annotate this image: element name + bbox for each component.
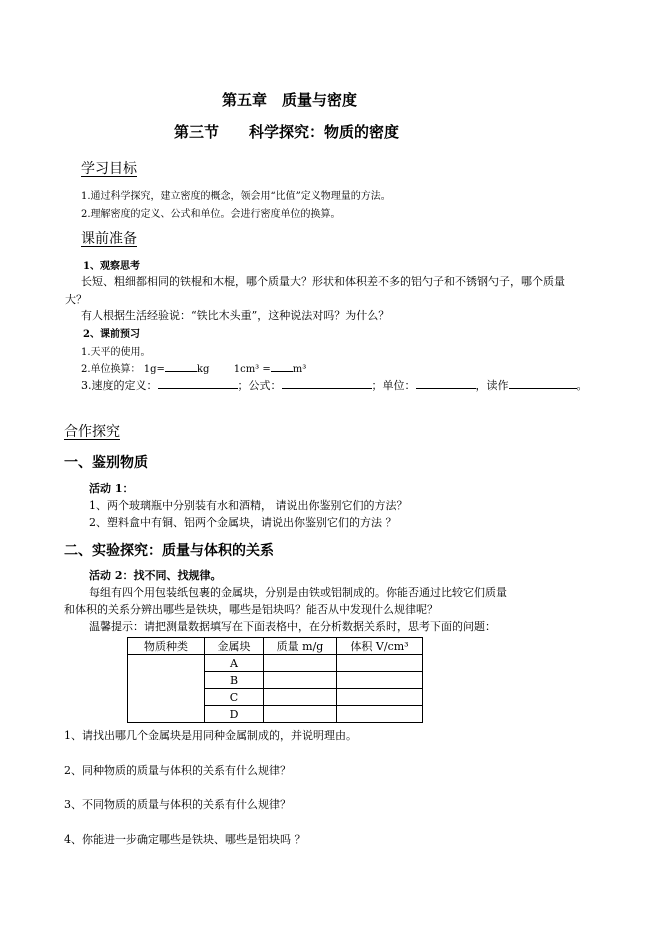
header-substance: 物质种类 [128,638,205,655]
goals-heading: 学习目标 [81,161,137,177]
kg-label: kg [196,364,210,375]
preview-item-1: 1.天平的使用。 [81,347,151,358]
think-question-1-cont: 大？ [65,293,87,306]
volume-cell[interactable] [337,672,423,689]
goal-item-2: 2.理解密度的定义、公式和单位。会进行密度单位的换算。 [81,209,341,220]
question-3: 3、不同物质的质量与体积的关系有什么规律？ [64,798,291,811]
speed-definition-label: 3.速度的定义： [81,379,158,392]
think-question-1: 长短、粗细都相同的铁棍和木棍，哪个质量大？形状和体积差不多的铝勺子和不锈钢勺子，哪个质量 [81,275,565,288]
preview-heading: 课前准备 [81,231,137,247]
question-1: 1、请找出哪几个金属块是用同种金属制成的，并说明理由。 [64,729,357,742]
measurement-table [127,637,423,723]
gram-label: 1g= [143,364,165,375]
mass-cell[interactable] [264,655,337,672]
header-volume: 体积 V/cm³ [337,638,423,655]
chapter-title: 第五章 质量与密度 [222,91,358,109]
think-title: 1、观察思考 [83,261,140,272]
section-title: 第三节 科学探究：物质的密度 [174,123,400,141]
unit-label: ；单位： [371,379,416,392]
question-2: 2、同种物质的质量与体积的关系有什么规律？ [64,764,291,777]
mass-cell[interactable] [264,706,337,723]
table-header-row [128,638,423,655]
mass-cell[interactable] [264,672,337,689]
preview-item-2 [81,360,306,375]
formula-blank[interactable] [282,378,372,389]
m3-label: m³ [292,364,307,375]
activity2-title: 活动 2：找不同、找规律。 [89,569,222,582]
block-cell: B [205,672,264,689]
header-mass: 质量 m/g [264,638,337,655]
read-as-blank[interactable] [509,378,577,389]
activity1-question-2: 2、塑料盒中有铜、铝两个金属块，请说出你鉴别它们的方法 ？ [89,516,397,529]
m3-blank[interactable] [271,361,293,372]
substance-cell[interactable] [128,655,205,723]
volume-cell[interactable] [337,689,423,706]
read-as-label: ，读作 [475,379,509,392]
block-cell: D [205,706,264,723]
period: 。 [576,379,588,392]
activity2-paragraph-2: 和体积的关系分辨出哪些是铁块，哪些是铝块吗？能否从中发现什么规律呢？ [64,603,438,616]
question-4: 4、你能进一步确定哪些是铁块、哪些是铝块吗 ？ [64,833,306,846]
activity2-paragraph-1: 每组有四个用包装纸包裹的金属块，分别是由铁或铝制成的。你能否通过比较它们质量 [89,586,507,599]
explore-heading: 合作探究 [64,424,120,440]
block-cell: A [205,655,264,672]
volume-cell[interactable] [337,655,423,672]
activity1-title: 活动 1： [89,482,134,495]
think-question-2: 有人根据生活经验说：“铁比木头重”，这种说法对吗？为什么？ [81,309,390,322]
unit-blank[interactable] [416,378,476,389]
kg-blank[interactable] [165,361,197,372]
cm3-label: 1cm³ = [233,364,271,375]
unit-conversion-label: 2.单位换算： [81,364,141,375]
preview-item-3 [81,377,588,393]
volume-cell[interactable] [337,706,423,723]
speed-definition-blank[interactable] [158,378,238,389]
block-cell: C [205,689,264,706]
part1-title: 一、鉴别物质 [64,455,148,471]
goal-item-1: 1.通过科学探究，建立密度的概念，领会用“比值”定义物理量的方法。 [81,191,391,202]
formula-label: ；公式： [237,379,282,392]
mass-cell[interactable] [264,689,337,706]
part2-title: 二、实验探究：质量与体积的关系 [64,543,274,559]
header-block: 金属块 [205,638,264,655]
activity1-question-1: 1、两个玻璃瓶中分别装有水和酒精， 请说出你鉴别它们的方法？ [89,499,408,512]
table-row [128,655,423,672]
preview-title: 2、课前预习 [83,329,140,340]
activity2-hint: 温馨提示：请把测量数据填写在下面表格中，在分析数据关系时，思考下面的问题： [89,620,496,633]
